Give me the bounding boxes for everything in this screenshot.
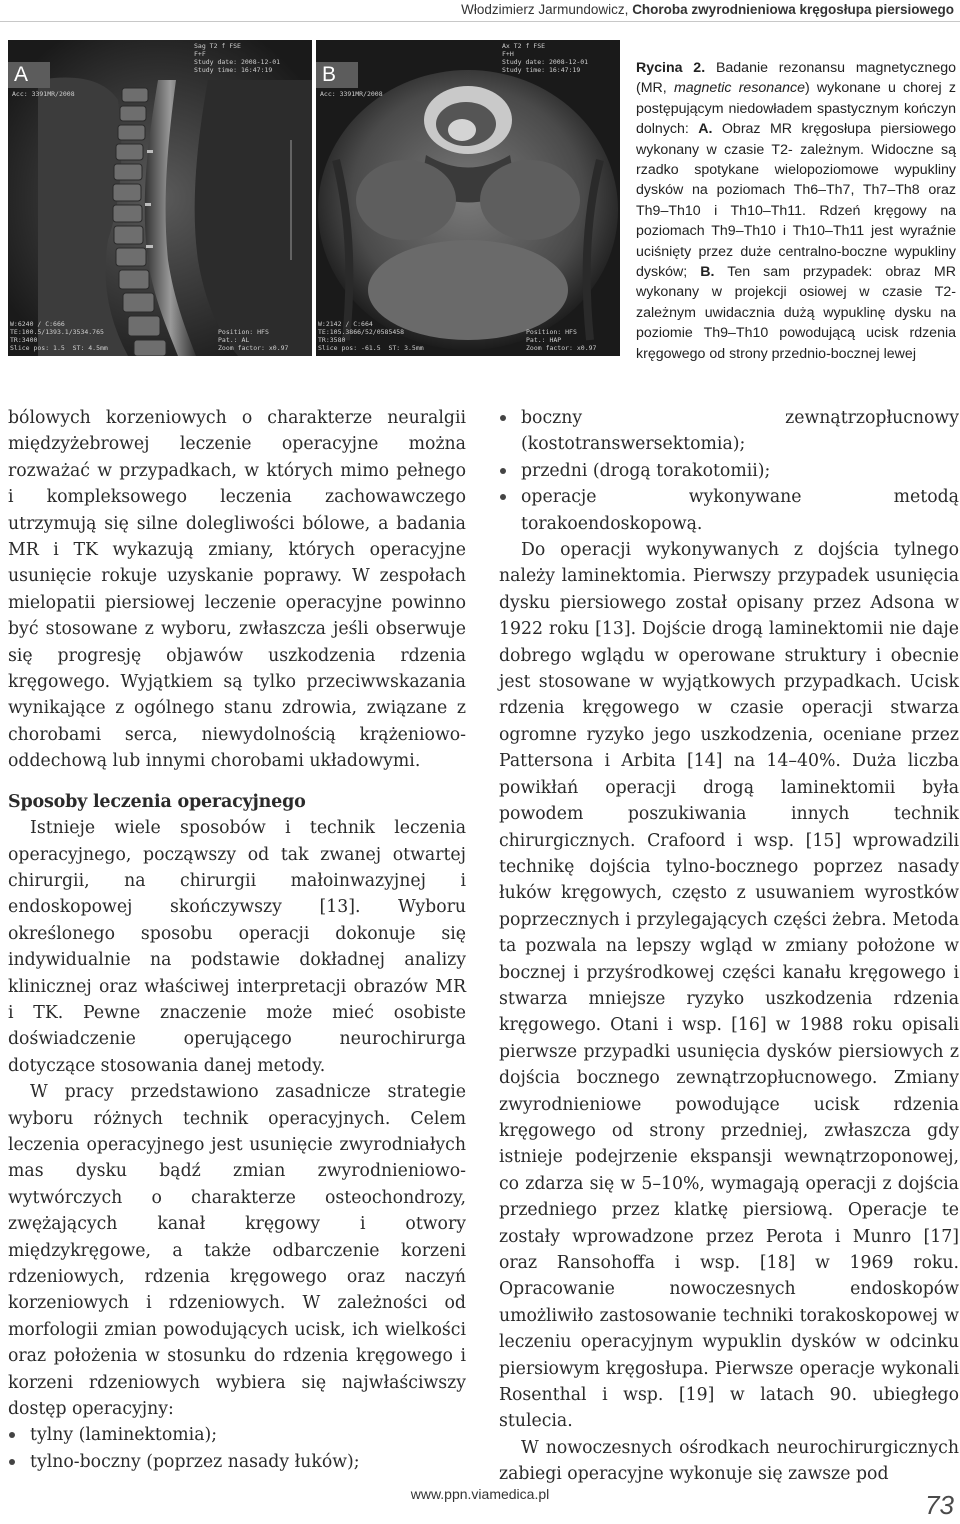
figure-caption (636, 58, 956, 364)
caption-label: Rycina 2. (636, 60, 706, 76)
mri-panel-b (316, 40, 620, 356)
right-paragraph-2: W nowoczesnych ośrodkach neurochirurgicznych zabiegi operacyjne wykonuje się zawsze pod (499, 1437, 959, 1485)
mri-b-meta-bottom-right: Position: HFS Pat.: HAP Zoom factor: x0.97 (526, 328, 597, 352)
left-paragraph-2: Istnieje wiele sposobów i technik leczenia operacyjnego, począwszy od tak zwanej otwartej chirurgii, na chirurgii małoinwazyjnej i endoskopowej skończywszy [13]. Wyboru określonego sposobu operacji dokonuje się indywidualnie na podstawie dokładnej analizy klinicznej oraz właściwej interpretacji obrazów MR i TK. Pewne znaczenie może mieć osobiste doświadczenie operującego neurochirurga dotyczące stosowania danej metody. (8, 818, 466, 1076)
mri-a-meta-bottom-left: W:6240 / C:666 TE:100.5/1393.1/3534.765 TR:3400 Slice pos: 1.5 ST: 4.5mm (10, 320, 108, 352)
panel-label-b: B (316, 62, 358, 88)
caption-a-label: A. (698, 121, 713, 138)
right-column (499, 405, 959, 1488)
mri-axial-image (316, 40, 620, 356)
mri-a-meta-top-right: Sag T2 f FSE F+F Study date: 2008-12-01 Study time: 16:47:19 (194, 42, 281, 74)
left-column (8, 405, 466, 1475)
right-bullet-list (499, 405, 959, 537)
list-item: tylno-boczny (poprzez nasady łuków); (8, 1449, 466, 1475)
left-paragraph-3: W pracy przedstawiono zasadnicze strategie wyboru różnych technik operacyjnych. Celem leczenia operacyjnego jest usunięcie zwyrodniałych mas dysku bądź zmian zwyrodnieniowo-wytwórczych o charakterze osteochondrozy, zwężających kanał kręgowy i otwory międzykręgowe, a także odbarczenie korzeni rdzeniowych, rdzenia kręgowego oraz naczyń korzeniowych i rdzeniowych. W zależności od morfologii zmian powodujących ucisk, ich wielkości oraz położenia w stosunku do rdzenia kręgowego i korzeni rdzeniowych wybiera się najwłaściwszy dostęp operacyjny: (8, 1082, 466, 1420)
caption-text-3: Obraz MR kręgosłupa piersiowego wykonany w czasie T2- zależnym. Widoczne są rzadko spotykane wielopoziomowe wypukliny dysków na poziomach Th6–Th7, Th7–Th8 oraz Th9–Th10 i Th10–Th11. Rdzeń kręgowy na poziomach Th9–Th10 i Th10–Th11 jest wyraźnie uciśnięty przez duże centralno-boczne wypukliny dysków; (636, 121, 956, 281)
mri-b-meta-top-left: Acc: 3391MR/2008 (320, 90, 383, 98)
mri-panel-a (8, 40, 312, 356)
header-divider (0, 21, 960, 22)
mri-sagittal-image (8, 40, 312, 356)
panel-label-a: A (8, 62, 50, 88)
caption-text-4: Ten sam przypadek: obraz MR wykonany w projekcji osiowej w czasie T2- zależnym uwidacznia dużą wypuklinę dysku na poziomie Th9–Th10 powodującą ucisk rdzenia kręgowego od strony przednio-bocznej lewej (636, 264, 956, 362)
footer-url: www.ppn.viamedica.pl (410, 1486, 550, 1502)
list-item: boczny zewnątrzopłucnowy (kostotranswersektomia); (499, 405, 959, 458)
mri-b-meta-top-right: Ax T2 f FSE F+H Study date: 2008-12-01 Study time: 16:47:19 (502, 42, 589, 74)
mri-a-meta-top-left: Acc: 3391MR/2008 (12, 90, 75, 98)
section-heading: Sposoby leczenia operacyjnego (8, 791, 306, 812)
left-bullet-list (8, 1422, 466, 1475)
mri-a-meta-bottom-right: Position: HFS Pat.: AL Zoom factor: x0.97 (218, 328, 289, 352)
list-item: przedni (drogą torakotomii); (499, 458, 959, 484)
caption-text-1: Badanie rezonansu magnetycznego (MR, (636, 60, 956, 97)
running-header (0, 0, 960, 24)
page-number: 73 (925, 1490, 954, 1520)
caption-italic: magnetic resonance (673, 80, 805, 97)
list-item: tylny (laminektomia); (8, 1422, 466, 1448)
header-title: Choroba zwyrodnieniowa kręgosłupa piersiowego (632, 2, 954, 17)
caption-b-label: B. (700, 264, 715, 281)
running-header-text (461, 2, 954, 17)
list-item: operacje wykonywane metodą torakoendoskopową. (499, 484, 959, 537)
right-paragraph-1: Do operacji wykonywanych z dojścia tylnego należy laminektomia. Pierwszy przypadek usunięcia dysku piersiowego został opisany przez Adsona w 1922 roku [13]. Dojście drogą laminektomii nie daje dobrego wglądu w operowane struktury i obecnie jest stosowane w wyjątkowych przypadkach. Ucisk rdzenia kręgowego w czasie operacji stwarza ogromne ryzyko jego uszkodzenia, oceniane przez Pattersona i Arbita [14] na 14–40%. Duża liczba powikłań operacji drogą laminektomii była powodem poszukiwania innych technik chirurgicznych. Crafoord i wsp. [15] wprowadzili technikę dojścia tylno-bocznego poprzez nasady łuków kręgowych, często z usuwaniem wyrostków poprzecznych i przylegających części żebra. Metoda ta pozwala na lepszy wgląd w zmiany położone w bocznej i przyśrodkowej części kanału kręgowego i stwarza mniejsze ryzyko uszkodzenia rdzenia kręgowego. Otani i wsp. [16] w 1988 roku opisali pierwsze przypadki usunięcia dysków piersiowych z dojścia bocznego zewnątrzopłucnowego. Zmiany zwyrodnieniowe powodujące ucisk rdzenia kręgowego od strony przedniej, zwłaszcza gdy istnieje podejrzenie ekspansji wewnątrzoponowej, co zdarza się w 5–10%, wymagają operacji z dojścia przedniego przez klatkę piersiową. Operacje te zostały wprowadzone przez Perota i Munro [17] oraz Ransohoffa i wsp. [18] w 1969 roku. Opracowanie nowoczesnych endoskopów umożliwiło zastosowanie techniki torakoskopowej w leczeniu operacyjnym wypuklin dysków w odcinku piersiowym kręgosłupa. Pierwsze operacje wykonali Rosenthal i wsp. [19] w latach 90. ubiegłego stulecia. (499, 540, 959, 1432)
left-paragraph-1: bólowych korzeniowych o charakterze neuralgii międzyżebrowej leczenie operacyjne można rozważać w przypadkach, w których mimo pełnego i kompleksowego leczenia zachowawczego utrzymują się silne dolegliwości bólowe, a badania MR i TK wykazują zmiany, których operacyjne usunięcie rokuje uzyskanie poprawy. W zespołach mielopatii piersiowej leczenie operacyjne powinno być stosowane z wyboru, zwłaszcza jeśli obserwuje się progresję objawów uszkodzenia rdzenia kręgowego. Wyjątkiem są tylko przeciwwskazania wynikające z ogólnego stanu zdrowia, związane z chorobami serca, niewydolnością krążeniowo-oddechową lub innymi chorobami układowymi. (8, 408, 466, 772)
mri-b-meta-bottom-left: W:2142 / C:664 TE:105.3866/52/0585458 TR:3580 Slice pos: -61.5 ST: 3.5mm (318, 320, 424, 352)
figure-2 (8, 40, 620, 356)
header-author: Włodzimierz Jarmundowicz, (461, 2, 629, 17)
caption-text-2: ) wykonane u chorej z postępującym niedowładem spastycznym kończyn dolnych: (636, 80, 956, 138)
